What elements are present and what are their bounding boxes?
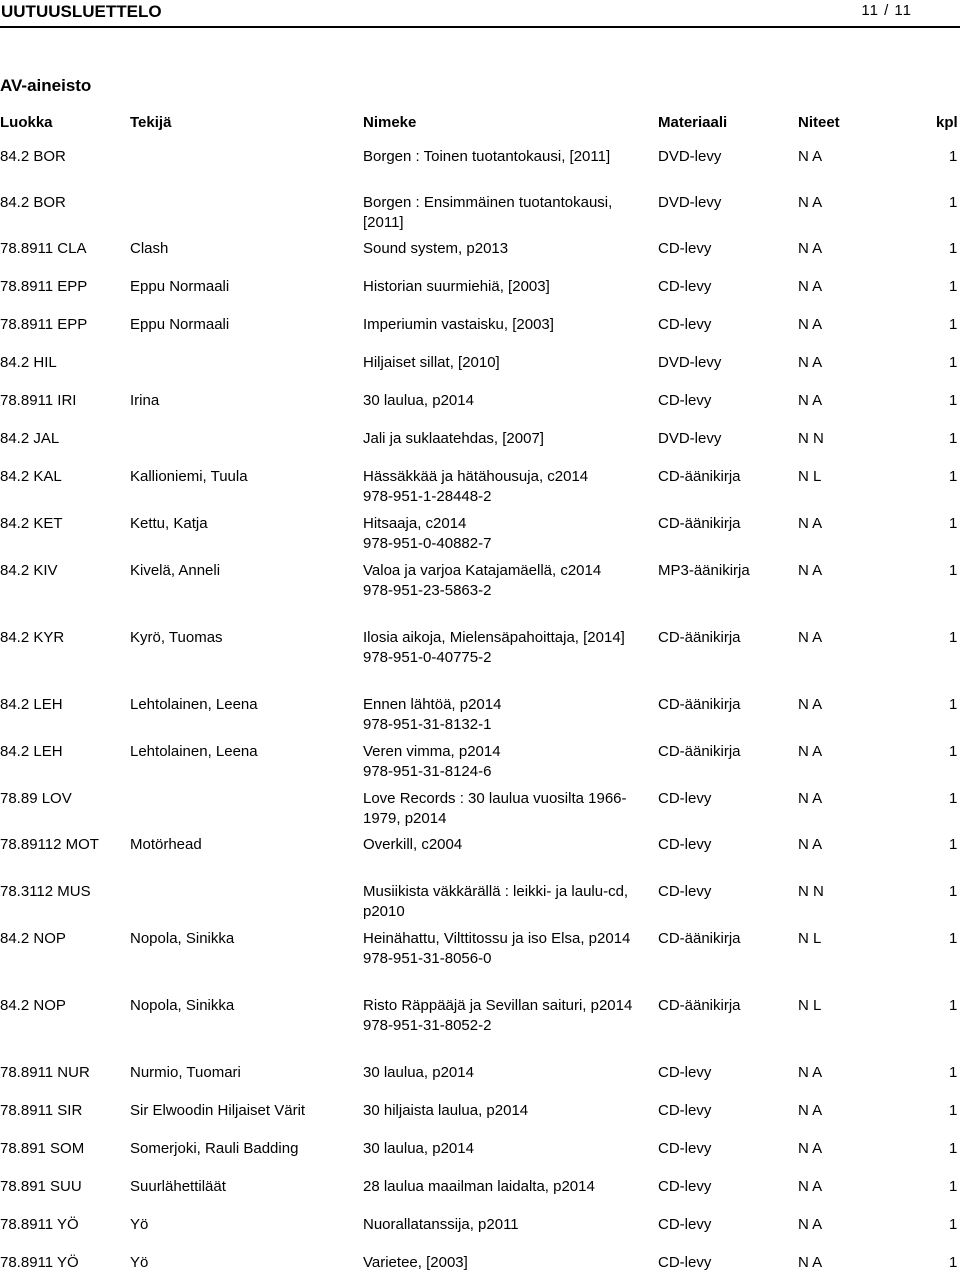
cell-luokka: 78.891 SUU — [0, 1178, 82, 1195]
column-header-niteet: Niteet — [798, 114, 840, 131]
cell-niteet: N A — [798, 316, 823, 333]
title-text: 28 laulua maailman laidalta, p2014 — [363, 1178, 595, 1195]
cell-kpl: 1 — [949, 468, 958, 485]
cell-kpl: 1 — [949, 392, 958, 409]
title-text: 30 laulua, p2014 — [363, 1140, 474, 1157]
cell-luokka: 78.3112 MUS — [0, 883, 91, 900]
cell-nimeke — [363, 1063, 648, 1083]
cell-kpl: 1 — [949, 883, 958, 900]
cell-niteet: N N — [798, 883, 824, 900]
cell-luokka: 78.89 LOV — [0, 790, 72, 807]
cell-nimeke — [363, 789, 648, 829]
cell-niteet: N A — [798, 392, 823, 409]
cell-nimeke — [363, 193, 648, 233]
cell-niteet: N A — [798, 1102, 823, 1119]
cell-nimeke — [363, 391, 648, 411]
cell-kpl: 1 — [949, 1102, 958, 1119]
cell-kpl: 1 — [949, 148, 958, 165]
cell-niteet: N L — [798, 930, 822, 947]
isbn-text: 978-951-31-8052-2 — [363, 1017, 492, 1034]
title-text: Heinähattu, Vilttitossu ja iso Elsa, p2014 — [363, 930, 631, 947]
isbn-text: 978-951-31-8056-0 — [363, 950, 492, 967]
column-header-kpl: kpl — [936, 114, 958, 131]
cell-nimeke — [363, 929, 648, 969]
cell-luokka: 84.2 JAL — [0, 430, 60, 447]
cell-tekija: Yö — [130, 1216, 149, 1233]
cell-kpl: 1 — [949, 790, 958, 807]
cell-nimeke — [363, 742, 648, 782]
cell-niteet: N A — [798, 278, 823, 295]
cell-nimeke — [363, 882, 648, 922]
cell-materiaali: DVD-levy — [658, 354, 722, 371]
cell-nimeke — [363, 1177, 648, 1197]
cell-luokka: 84.2 KIV — [0, 562, 58, 579]
cell-materiaali: CD-levy — [658, 316, 712, 333]
isbn-text: 978-951-23-5863-2 — [363, 582, 492, 599]
cell-tekija: Motörhead — [130, 836, 202, 853]
cell-kpl: 1 — [949, 562, 958, 579]
cell-tekija: Lehtolainen, Leena — [130, 743, 258, 760]
title-text: Veren vimma, p2014 — [363, 743, 501, 760]
column-header-tekija: Tekijä — [130, 114, 172, 131]
cell-materiaali: CD-äänikirja — [658, 515, 741, 532]
title-text: Historian suurmiehiä, [2003] — [363, 278, 550, 295]
cell-niteet: N A — [798, 354, 823, 371]
cell-luokka: 78.8911 EPP — [0, 278, 88, 295]
cell-niteet: N A — [798, 148, 823, 165]
cell-nimeke — [363, 561, 648, 601]
title-text: Valoa ja varjoa Katajamäellä, c2014 — [363, 562, 602, 579]
title-text: Musiikista väkkärällä : leikki- ja laulu-cd, p2010 — [363, 883, 629, 920]
cell-nimeke — [363, 835, 648, 855]
cell-nimeke — [363, 1101, 648, 1121]
cell-tekija: Eppu Normaali — [130, 278, 230, 295]
cell-materiaali: CD-levy — [658, 1254, 712, 1271]
document-title: UUTUUSLUETTELO — [1, 2, 162, 21]
cell-materiaali: CD-levy — [658, 1102, 712, 1119]
cell-luokka: 78.8911 YÖ — [0, 1216, 79, 1233]
cell-kpl: 1 — [949, 743, 958, 760]
cell-materiaali: CD-äänikirja — [658, 930, 741, 947]
header-divider — [0, 26, 960, 28]
cell-tekija: Nopola, Sinikka — [130, 997, 235, 1014]
cell-niteet: N A — [798, 1178, 823, 1195]
cell-nimeke — [363, 277, 648, 297]
cell-tekija: Kyrö, Tuomas — [130, 629, 223, 646]
cell-kpl: 1 — [949, 430, 958, 447]
cell-nimeke — [363, 353, 648, 373]
cell-materiaali: CD-levy — [658, 1064, 712, 1081]
title-text: Sound system, p2013 — [363, 240, 509, 257]
cell-tekija: Kivelä, Anneli — [130, 562, 221, 579]
cell-materiaali: CD-levy — [658, 278, 712, 295]
cell-materiaali: DVD-levy — [658, 194, 722, 211]
isbn-text: 978-951-31-8132-1 — [363, 716, 492, 733]
cell-luokka: 84.2 HIL — [0, 354, 57, 371]
title-text: Love Records : 30 laulua vuosilta 1966-1979, p2014 — [363, 790, 627, 827]
cell-luokka: 78.89112 MOT — [0, 836, 99, 853]
cell-niteet: N A — [798, 515, 823, 532]
cell-niteet: N A — [798, 1064, 823, 1081]
cell-nimeke — [363, 147, 648, 167]
title-text: Hiljaiset sillat, [2010] — [363, 354, 500, 371]
cell-kpl: 1 — [949, 930, 958, 947]
cell-materiaali: CD-äänikirja — [658, 468, 741, 485]
cell-niteet: N A — [798, 696, 823, 713]
cell-nimeke — [363, 467, 648, 507]
column-header-luokka: Luokka — [0, 114, 53, 131]
cell-luokka: 78.8911 IRI — [0, 392, 77, 409]
page-number: 11 / 11 — [861, 2, 912, 19]
cell-niteet: N A — [798, 194, 823, 211]
cell-luokka: 84.2 KET — [0, 515, 63, 532]
title-text: Jali ja suklaatehdas, [2007] — [363, 430, 544, 447]
cell-kpl: 1 — [949, 194, 958, 211]
cell-tekija: Eppu Normaali — [130, 316, 230, 333]
cell-tekija: Nurmio, Tuomari — [130, 1064, 241, 1081]
cell-kpl: 1 — [949, 1064, 958, 1081]
cell-niteet: N A — [798, 790, 823, 807]
cell-tekija: Clash — [130, 240, 169, 257]
cell-niteet: N N — [798, 430, 824, 447]
cell-tekija: Sir Elwoodin Hiljaiset Värit — [130, 1102, 306, 1119]
cell-luokka: 84.2 LEH — [0, 743, 63, 760]
cell-kpl: 1 — [949, 1216, 958, 1233]
cell-luokka: 84.2 BOR — [0, 148, 66, 165]
cell-niteet: N A — [798, 629, 823, 646]
title-text: Hässäkkää ja hätähousuja, c2014 — [363, 468, 589, 485]
cell-kpl: 1 — [949, 629, 958, 646]
cell-kpl: 1 — [949, 1140, 958, 1157]
title-text: 30 hiljaista laulua, p2014 — [363, 1102, 529, 1119]
cell-nimeke — [363, 1253, 648, 1273]
title-text: 30 laulua, p2014 — [363, 392, 474, 409]
cell-tekija: Yö — [130, 1254, 149, 1271]
cell-niteet: N A — [798, 743, 823, 760]
column-header-nimeke: Nimeke — [363, 114, 417, 131]
cell-materiaali: CD-äänikirja — [658, 629, 741, 646]
cell-kpl: 1 — [949, 1178, 958, 1195]
cell-tekija: Nopola, Sinikka — [130, 930, 235, 947]
cell-kpl: 1 — [949, 1254, 958, 1271]
cell-materiaali: MP3-äänikirja — [658, 562, 750, 579]
cell-materiaali: CD-levy — [658, 883, 712, 900]
title-text: Ilosia aikoja, Mielensäpahoittaja, [2014] — [363, 629, 625, 646]
cell-niteet: N L — [798, 468, 822, 485]
title-text: Overkill, c2004 — [363, 836, 463, 853]
cell-kpl: 1 — [949, 515, 958, 532]
cell-materiaali: DVD-levy — [658, 430, 722, 447]
cell-kpl: 1 — [949, 240, 958, 257]
cell-materiaali: CD-levy — [658, 1178, 712, 1195]
cell-nimeke — [363, 239, 648, 259]
cell-nimeke — [363, 628, 648, 668]
section-title: AV-aineisto — [0, 76, 92, 95]
cell-kpl: 1 — [949, 696, 958, 713]
cell-luokka: 84.2 NOP — [0, 997, 66, 1014]
cell-tekija: Kallioniemi, Tuula — [130, 468, 248, 485]
title-text: Ennen lähtöä, p2014 — [363, 696, 502, 713]
cell-tekija: Lehtolainen, Leena — [130, 696, 258, 713]
cell-luokka: 78.8911 CLA — [0, 240, 87, 257]
cell-luokka: 84.2 KAL — [0, 468, 62, 485]
title-text: Imperiumin vastaisku, [2003] — [363, 316, 554, 333]
cell-niteet: N A — [798, 836, 823, 853]
cell-kpl: 1 — [949, 278, 958, 295]
column-header-materiaali: Materiaali — [658, 114, 728, 131]
cell-kpl: 1 — [949, 316, 958, 333]
cell-luokka: 78.891 SOM — [0, 1140, 85, 1157]
cell-materiaali: CD-levy — [658, 790, 712, 807]
cell-nimeke — [363, 1215, 648, 1235]
title-text: Nuorallatanssija, p2011 — [363, 1216, 519, 1233]
cell-luokka: 78.8911 SIR — [0, 1102, 83, 1119]
cell-niteet: N A — [798, 240, 823, 257]
cell-niteet: N A — [798, 1216, 823, 1233]
cell-materiaali: CD-levy — [658, 1216, 712, 1233]
title-text: 30 laulua, p2014 — [363, 1064, 474, 1081]
cell-luokka: 84.2 LEH — [0, 696, 63, 713]
cell-materiaali: DVD-levy — [658, 148, 722, 165]
cell-nimeke — [363, 996, 648, 1036]
cell-materiaali: CD-levy — [658, 836, 712, 853]
cell-niteet: N A — [798, 562, 823, 579]
cell-nimeke — [363, 429, 648, 449]
cell-materiaali: CD-levy — [658, 392, 712, 409]
cell-kpl: 1 — [949, 836, 958, 853]
cell-luokka: 78.8911 YÖ — [0, 1254, 79, 1271]
cell-nimeke — [363, 1139, 648, 1159]
isbn-text: 978-951-0-40775-2 — [363, 649, 492, 666]
cell-tekija: Somerjoki, Rauli Badding — [130, 1140, 299, 1157]
title-text: Borgen : Toinen tuotantokausi, [2011] — [363, 148, 611, 165]
cell-luokka: 84.2 BOR — [0, 194, 66, 211]
isbn-text: 978-951-0-40882-7 — [363, 535, 492, 552]
cell-tekija: Kettu, Katja — [130, 515, 208, 532]
cell-luokka: 84.2 KYR — [0, 629, 65, 646]
cell-tekija: Irina — [130, 392, 160, 409]
isbn-text: 978-951-31-8124-6 — [363, 763, 492, 780]
isbn-text: 978-951-1-28448-2 — [363, 488, 492, 505]
title-text: Varietee, [2003] — [363, 1254, 468, 1271]
title-text: Borgen : Ensimmäinen tuotantokausi, [2011] — [363, 194, 613, 231]
cell-nimeke — [363, 315, 648, 335]
page-header — [0, 0, 960, 26]
cell-niteet: N L — [798, 997, 822, 1014]
cell-tekija: Suurlähettiläät — [130, 1178, 226, 1195]
cell-materiaali: CD-äänikirja — [658, 743, 741, 760]
title-text: Risto Räppääjä ja Sevillan saituri, p2014 — [363, 997, 633, 1014]
cell-materiaali: CD-äänikirja — [658, 696, 741, 713]
cell-materiaali: CD-levy — [658, 1140, 712, 1157]
cell-luokka: 78.8911 EPP — [0, 316, 88, 333]
title-text: Hitsaaja, c2014 — [363, 515, 467, 532]
cell-materiaali: CD-levy — [658, 240, 712, 257]
cell-kpl: 1 — [949, 997, 958, 1014]
cell-luokka: 84.2 NOP — [0, 930, 66, 947]
cell-luokka: 78.8911 NUR — [0, 1064, 90, 1081]
cell-nimeke — [363, 695, 648, 735]
cell-kpl: 1 — [949, 354, 958, 371]
cell-materiaali: CD-äänikirja — [658, 997, 741, 1014]
cell-niteet: N A — [798, 1140, 823, 1157]
cell-nimeke — [363, 514, 648, 554]
cell-niteet: N A — [798, 1254, 823, 1271]
